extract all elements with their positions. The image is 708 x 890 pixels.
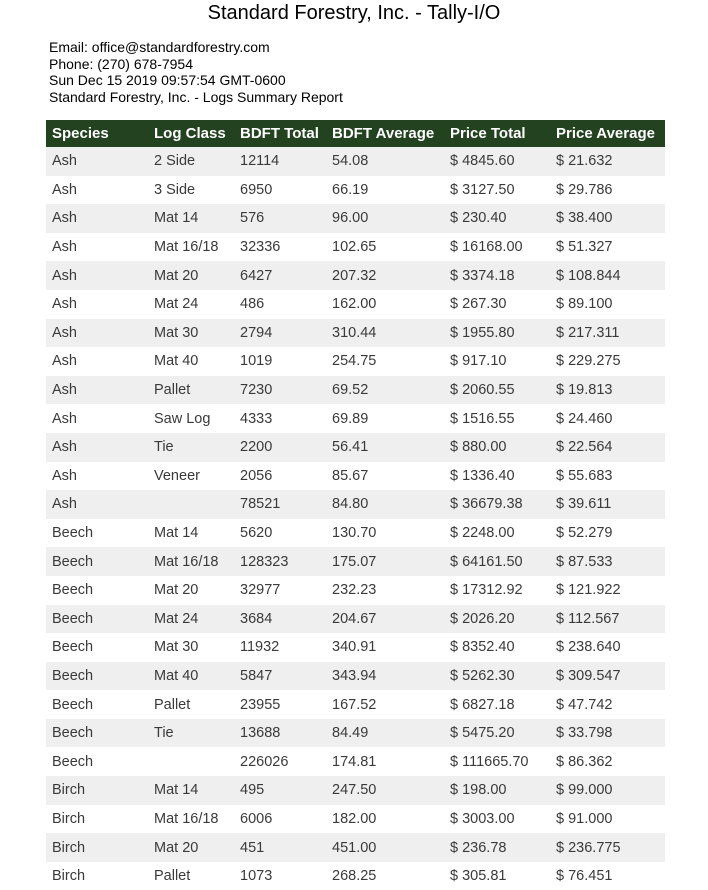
bdft-average-cell: 340.91 xyxy=(326,633,444,662)
bdft-total-cell: 226026 xyxy=(234,747,326,776)
column-header-log-class: Log Class xyxy=(148,120,234,147)
report-subtitle: Standard Forestry, Inc. - Logs Summary Report xyxy=(49,88,343,105)
table-row xyxy=(46,662,665,691)
bdft-average-cell: 96.00 xyxy=(326,204,444,233)
species-cell: Birch xyxy=(46,862,148,890)
bdft-average-cell: 175.07 xyxy=(326,547,444,576)
table-row xyxy=(46,805,665,834)
column-header-bdft-total: BDFT Total xyxy=(234,120,326,147)
bdft-total-cell: 32336 xyxy=(234,233,326,262)
column-header-price-average: Price Average xyxy=(550,120,665,147)
price-average-cell: $ 21.632 xyxy=(550,147,665,176)
bdft-total-cell: 5620 xyxy=(234,519,326,548)
bdft-average-cell: 69.52 xyxy=(326,376,444,405)
table-row xyxy=(46,347,665,376)
log-class-cell: Mat 14 xyxy=(148,519,234,548)
species-cell: Beech xyxy=(46,633,148,662)
log-class-cell: Mat 40 xyxy=(148,662,234,691)
price-total-cell: $ 917.10 xyxy=(444,347,550,376)
table-row xyxy=(46,433,665,462)
log-class-cell: 3 Side xyxy=(148,176,234,205)
bdft-average-cell: 84.80 xyxy=(326,490,444,519)
price-total-cell: $ 267.30 xyxy=(444,290,550,319)
table-row xyxy=(46,490,665,519)
report-header-info xyxy=(49,39,343,105)
bdft-total-cell: 3684 xyxy=(234,605,326,634)
table-row xyxy=(46,719,665,748)
bdft-total-cell: 13688 xyxy=(234,719,326,748)
log-class-cell: Veneer xyxy=(148,462,234,491)
bdft-total-cell: 5847 xyxy=(234,662,326,691)
table-row xyxy=(46,261,665,290)
price-total-cell: $ 16168.00 xyxy=(444,233,550,262)
species-cell: Beech xyxy=(46,605,148,634)
bdft-total-cell: 2794 xyxy=(234,319,326,348)
price-average-cell: $ 52.279 xyxy=(550,519,665,548)
bdft-average-cell: 56.41 xyxy=(326,433,444,462)
table-row xyxy=(46,547,665,576)
table-row xyxy=(46,462,665,491)
species-cell: Ash xyxy=(46,176,148,205)
price-average-cell: $ 47.742 xyxy=(550,690,665,719)
log-class-cell: Mat 16/18 xyxy=(148,233,234,262)
price-total-cell: $ 8352.40 xyxy=(444,633,550,662)
log-class-cell: Mat 24 xyxy=(148,290,234,319)
log-class-cell: 2 Side xyxy=(148,147,234,176)
price-average-cell: $ 33.798 xyxy=(550,719,665,748)
bdft-average-cell: 174.81 xyxy=(326,747,444,776)
bdft-average-cell: 310.44 xyxy=(326,319,444,348)
species-cell: Beech xyxy=(46,662,148,691)
table-row xyxy=(46,290,665,319)
table-row xyxy=(46,776,665,805)
price-total-cell: $ 5475.20 xyxy=(444,719,550,748)
price-total-cell: $ 111665.70 xyxy=(444,747,550,776)
bdft-total-cell: 2200 xyxy=(234,433,326,462)
price-total-cell: $ 236.78 xyxy=(444,833,550,862)
log-class-cell: Mat 40 xyxy=(148,347,234,376)
column-header-bdft-average: BDFT Average xyxy=(326,120,444,147)
bdft-total-cell: 1073 xyxy=(234,862,326,890)
price-average-cell: $ 309.547 xyxy=(550,662,665,691)
bdft-average-cell: 182.00 xyxy=(326,805,444,834)
price-total-cell: $ 4845.60 xyxy=(444,147,550,176)
table-row xyxy=(46,747,665,776)
price-total-cell: $ 2248.00 xyxy=(444,519,550,548)
species-cell: Ash xyxy=(46,404,148,433)
bdft-total-cell: 576 xyxy=(234,204,326,233)
table-row xyxy=(46,233,665,262)
price-average-cell: $ 39.611 xyxy=(550,490,665,519)
table-row xyxy=(46,204,665,233)
species-cell: Beech xyxy=(46,547,148,576)
log-class-cell: Mat 20 xyxy=(148,833,234,862)
price-total-cell: $ 2026.20 xyxy=(444,605,550,634)
bdft-total-cell: 4333 xyxy=(234,404,326,433)
bdft-average-cell: 54.08 xyxy=(326,147,444,176)
species-cell: Ash xyxy=(46,462,148,491)
price-average-cell: $ 24.460 xyxy=(550,404,665,433)
price-total-cell: $ 3127.50 xyxy=(444,176,550,205)
log-class-cell: Tie xyxy=(148,433,234,462)
price-average-cell: $ 86.362 xyxy=(550,747,665,776)
bdft-total-cell: 451 xyxy=(234,833,326,862)
bdft-average-cell: 85.67 xyxy=(326,462,444,491)
price-total-cell: $ 3003.00 xyxy=(444,805,550,834)
species-cell: Beech xyxy=(46,576,148,605)
price-total-cell: $ 305.81 xyxy=(444,862,550,890)
report-title: Standard Forestry, Inc. - Tally-I/O xyxy=(207,2,501,24)
species-cell: Ash xyxy=(46,433,148,462)
phone-line: Phone: (270) 678-7954 xyxy=(49,55,193,72)
log-class-cell: Tie xyxy=(148,719,234,748)
bdft-total-cell: 1019 xyxy=(234,347,326,376)
bdft-total-cell: 495 xyxy=(234,776,326,805)
log-class-cell: Mat 24 xyxy=(148,605,234,634)
bdft-total-cell: 6950 xyxy=(234,176,326,205)
price-total-cell: $ 230.40 xyxy=(444,204,550,233)
species-cell: Ash xyxy=(46,233,148,262)
species-cell: Birch xyxy=(46,776,148,805)
species-cell: Ash xyxy=(46,147,148,176)
column-header-price-total: Price Total xyxy=(444,120,550,147)
price-average-cell: $ 51.327 xyxy=(550,233,665,262)
log-class-cell: Saw Log xyxy=(148,404,234,433)
bdft-total-cell: 486 xyxy=(234,290,326,319)
price-average-cell: $ 55.683 xyxy=(550,462,665,491)
price-average-cell: $ 108.844 xyxy=(550,261,665,290)
bdft-total-cell: 23955 xyxy=(234,690,326,719)
table-row xyxy=(46,633,665,662)
column-header-species: Species xyxy=(46,120,148,147)
species-cell: Birch xyxy=(46,833,148,862)
bdft-average-cell: 162.00 xyxy=(326,290,444,319)
email-line: Email: office@standardforestry.com xyxy=(49,39,270,55)
price-average-cell: $ 121.922 xyxy=(550,576,665,605)
log-class-cell xyxy=(148,747,234,776)
bdft-average-cell: 69.89 xyxy=(326,404,444,433)
price-average-cell: $ 76.451 xyxy=(550,862,665,890)
logs-summary-table xyxy=(46,120,665,890)
table-row xyxy=(46,833,665,862)
table-header-row xyxy=(46,120,665,147)
species-cell: Ash xyxy=(46,376,148,405)
species-cell: Beech xyxy=(46,747,148,776)
table-row xyxy=(46,519,665,548)
bdft-total-cell: 11932 xyxy=(234,633,326,662)
price-total-cell: $ 2060.55 xyxy=(444,376,550,405)
log-class-cell: Mat 20 xyxy=(148,261,234,290)
table-row xyxy=(46,576,665,605)
price-average-cell: $ 29.786 xyxy=(550,176,665,205)
log-class-cell: Mat 30 xyxy=(148,633,234,662)
price-total-cell: $ 36679.38 xyxy=(444,490,550,519)
species-cell: Ash xyxy=(46,319,148,348)
bdft-average-cell: 268.25 xyxy=(326,862,444,890)
price-total-cell: $ 880.00 xyxy=(444,433,550,462)
bdft-total-cell: 32977 xyxy=(234,576,326,605)
bdft-average-cell: 167.52 xyxy=(326,690,444,719)
table-row xyxy=(46,147,665,176)
species-cell: Ash xyxy=(46,261,148,290)
price-average-cell: $ 217.311 xyxy=(550,319,665,348)
bdft-average-cell: 204.67 xyxy=(326,605,444,634)
report-date: Sun Dec 15 2019 09:57:54 GMT-0600 xyxy=(49,72,286,88)
bdft-average-cell: 232.23 xyxy=(326,576,444,605)
price-average-cell: $ 38.400 xyxy=(550,204,665,233)
price-total-cell: $ 1516.55 xyxy=(444,404,550,433)
price-average-cell: $ 19.813 xyxy=(550,376,665,405)
log-class-cell: Mat 14 xyxy=(148,204,234,233)
bdft-average-cell: 102.65 xyxy=(326,233,444,262)
price-total-cell: $ 5262.30 xyxy=(444,662,550,691)
bdft-average-cell: 254.75 xyxy=(326,347,444,376)
bdft-average-cell: 343.94 xyxy=(326,662,444,691)
table-row xyxy=(46,376,665,405)
price-total-cell: $ 6827.18 xyxy=(444,690,550,719)
bdft-total-cell: 2056 xyxy=(234,462,326,491)
price-average-cell: $ 91.000 xyxy=(550,805,665,834)
species-cell: Beech xyxy=(46,519,148,548)
price-average-cell: $ 22.564 xyxy=(550,433,665,462)
species-cell: Ash xyxy=(46,347,148,376)
log-class-cell: Mat 20 xyxy=(148,576,234,605)
table-row xyxy=(46,690,665,719)
species-cell: Ash xyxy=(46,290,148,319)
log-class-cell: Pallet xyxy=(148,690,234,719)
species-cell: Ash xyxy=(46,204,148,233)
species-cell: Beech xyxy=(46,690,148,719)
price-average-cell: $ 99.000 xyxy=(550,776,665,805)
price-total-cell: $ 1336.40 xyxy=(444,462,550,491)
species-cell: Beech xyxy=(46,719,148,748)
price-average-cell: $ 229.275 xyxy=(550,347,665,376)
bdft-total-cell: 7230 xyxy=(234,376,326,405)
log-class-cell: Mat 30 xyxy=(148,319,234,348)
bdft-average-cell: 451.00 xyxy=(326,833,444,862)
price-total-cell: $ 17312.92 xyxy=(444,576,550,605)
log-class-cell xyxy=(148,490,234,519)
bdft-average-cell: 84.49 xyxy=(326,719,444,748)
log-class-cell: Pallet xyxy=(148,862,234,890)
price-total-cell: $ 1955.80 xyxy=(444,319,550,348)
bdft-total-cell: 78521 xyxy=(234,490,326,519)
bdft-total-cell: 128323 xyxy=(234,547,326,576)
table-row xyxy=(46,404,665,433)
table-row xyxy=(46,319,665,348)
price-average-cell: $ 89.100 xyxy=(550,290,665,319)
log-class-cell: Mat 14 xyxy=(148,776,234,805)
table-body xyxy=(46,147,665,890)
bdft-average-cell: 247.50 xyxy=(326,776,444,805)
price-average-cell: $ 238.640 xyxy=(550,633,665,662)
price-total-cell: $ 198.00 xyxy=(444,776,550,805)
log-class-cell: Pallet xyxy=(148,376,234,405)
price-average-cell: $ 236.775 xyxy=(550,833,665,862)
bdft-average-cell: 66.19 xyxy=(326,176,444,205)
table-row xyxy=(46,605,665,634)
table-row xyxy=(46,176,665,205)
bdft-total-cell: 12114 xyxy=(234,147,326,176)
bdft-total-cell: 6006 xyxy=(234,805,326,834)
bdft-average-cell: 130.70 xyxy=(326,519,444,548)
log-class-cell: Mat 16/18 xyxy=(148,547,234,576)
price-average-cell: $ 112.567 xyxy=(550,605,665,634)
bdft-total-cell: 6427 xyxy=(234,261,326,290)
price-total-cell: $ 3374.18 xyxy=(444,261,550,290)
bdft-average-cell: 207.32 xyxy=(326,261,444,290)
price-average-cell: $ 87.533 xyxy=(550,547,665,576)
species-cell: Ash xyxy=(46,490,148,519)
log-class-cell: Mat 16/18 xyxy=(148,805,234,834)
species-cell: Birch xyxy=(46,805,148,834)
price-total-cell: $ 64161.50 xyxy=(444,547,550,576)
